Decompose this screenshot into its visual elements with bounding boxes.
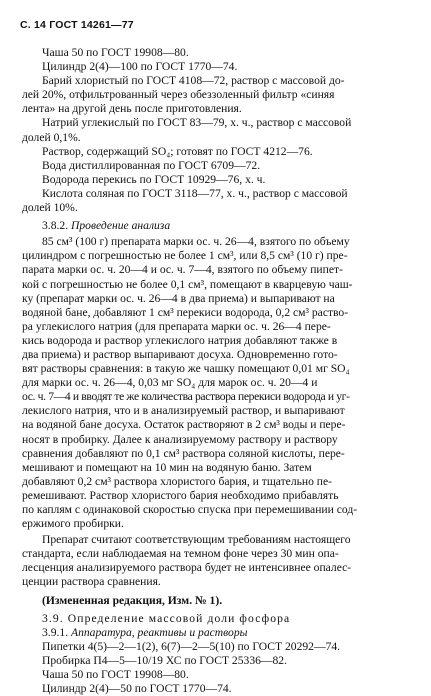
- section-heading-3-9-1: [22, 626, 409, 640]
- text-line: кой с погрешностью не более 0,1 см³, помещают в кварцевую чаш-: [22, 277, 353, 291]
- text-line: ремешивают. Раствор хлористого бария необходимо прибавлять: [22, 488, 339, 502]
- reagent-line: Пробирка П4—5—10/19 ХС по ГОСТ 25336—82.: [42, 653, 288, 667]
- text-line: добавляют 0,2 см³ раствора хлористого бария, и тщательно пе-: [22, 474, 333, 488]
- section-heading-3-9: 3.9. Определение массовой доли фосфора: [42, 611, 291, 625]
- text-line: лекислого натрия, что и в анализируемый раствор, и выпаривают: [22, 404, 345, 418]
- text-line: долей 10%.: [22, 201, 78, 215]
- section-title: Проведение анализа: [71, 219, 171, 233]
- text-line: Кислота соляная по ГОСТ 3118—77, х. ч., раствор с массовой: [42, 186, 348, 200]
- text-line: мешивают и помещают на 10 мин на водяную баню. Затем: [22, 460, 312, 474]
- page-header: С. 14 ГОСТ 14261—77: [20, 19, 134, 31]
- text-line: ра углекислого натрия (для препарата марки ос. ч. 26—4 пере-: [22, 319, 331, 333]
- text-line: носят в пробирку. Далее к анализируемому раствору и раствору: [22, 432, 338, 446]
- text-line: долей 0,1%.: [22, 130, 81, 144]
- hcl-paragraph: [22, 187, 409, 215]
- text-line: ку (препарат марки ос. ч. 26—4 в два приема) и выпаривают на: [22, 291, 335, 305]
- text-line: лесценция анализируемого раствора будет не интенсивнее опалес-: [22, 561, 352, 575]
- hydrogen-peroxide-line: Водорода перекись по ГОСТ 10929—76, х. ч.: [42, 172, 266, 186]
- text-line: ос. ч. 7—4 и вводят те же количества раствора перекиси водорода и уг-: [22, 390, 350, 404]
- distilled-water-line: Вода дистиллированная по ГОСТ 6709—72.: [42, 158, 261, 172]
- text-line: два приема) и раствор выпаривают досуха. Одновременно гото-: [22, 347, 338, 361]
- reagent-line: Цилиндр 2(4)—50 по ГОСТ 1770—74.: [42, 682, 232, 696]
- section-number: 3.8.2.: [42, 219, 69, 233]
- reagents-top-list: [22, 46, 409, 74]
- text-line: на водяной бане досуха. Остаток растворяют в 2 см³ воды и пере-: [22, 418, 346, 432]
- text-line: вят растворы сравнения: в такую же чашку помещают 0,01 мг SO₄: [22, 362, 350, 376]
- reagents-bottom-list: [22, 640, 409, 696]
- section-title: Аппаратура, реактивы и растворы: [71, 625, 248, 639]
- text-line: цилиндром с погрешностью не более 1 см³, или 8,5 см³ (10 г) пре-: [22, 249, 348, 263]
- text-line: Препарат считают соответствующим требованиям настоящего: [42, 533, 351, 547]
- reagent-line: Цилиндр 2(4)—100 по ГОСТ 1770—74.: [42, 60, 238, 74]
- barium-paragraph: [22, 74, 409, 116]
- text-line: стандарта, если наблюдаемая на темном фоне через 30 мин опа-: [22, 547, 339, 561]
- text-line: ценции раствора сравнения.: [22, 575, 161, 589]
- sodium-paragraph: [22, 116, 409, 144]
- text-line: кись водорода и раствор углекислого натрия добавляют также в: [22, 333, 338, 347]
- text-line: парата марки ос. ч. 20—4 и ос. ч. 7—4, взятого по объему пипет-: [22, 263, 343, 277]
- text-line: Натрий углекислый по ГОСТ 83—79, х. ч., раствор с массовой: [42, 116, 352, 130]
- analysis-paragraph: [22, 235, 409, 531]
- text-line: лей 20%, отфильтрованный через обеззоленный фильтр «синяя: [22, 88, 335, 102]
- text-line: лента» на другой день после приготовления.: [22, 102, 242, 116]
- text-line: водяной бане, добавляют 1 см³ перекиси водорода, 0,2 см³ раство-: [22, 305, 349, 319]
- conclusion-paragraph: [22, 533, 409, 589]
- so4-solution-line: Раствор, содержащий SO₄; готовят по ГОСТ 4212—76.: [42, 144, 313, 158]
- reagent-line: Чаша 50 по ГОСТ 19908—80.: [42, 668, 189, 682]
- text-line: по каплям с одинаковой скоростью спуска при перемешивании сод-: [22, 503, 358, 516]
- reagent-line: Пипетки 4(5)—2—1(2), 6(7)—2—5(10) по ГОСТ 20292—74.: [42, 639, 341, 653]
- text-line: 85 см³ (100 г) препарата марки ос. ч. 26—4, взятого по объему: [42, 235, 350, 249]
- text-line: ержимого пробирки.: [22, 517, 124, 531]
- text-line: сравнения добавляют по 0,1 см³ раствора соляной кислоты, пере-: [22, 446, 345, 460]
- document-body: [22, 46, 409, 696]
- reagent-line: Чаша 50 по ГОСТ 19908—80.: [42, 46, 189, 59]
- text-line: для марки ос. ч. 26—4, 0,03 мг SO₄ для марок ос. ч. 20—4 и: [22, 376, 318, 390]
- text-line: Барий хлористый по ГОСТ 4108—72, раствор с массовой до-: [42, 74, 345, 88]
- edition-note: (Измененная редакция, Изм. № 1).: [42, 593, 223, 607]
- section-heading-3-8-2: [22, 219, 409, 233]
- section-number: 3.9.1.: [42, 625, 69, 639]
